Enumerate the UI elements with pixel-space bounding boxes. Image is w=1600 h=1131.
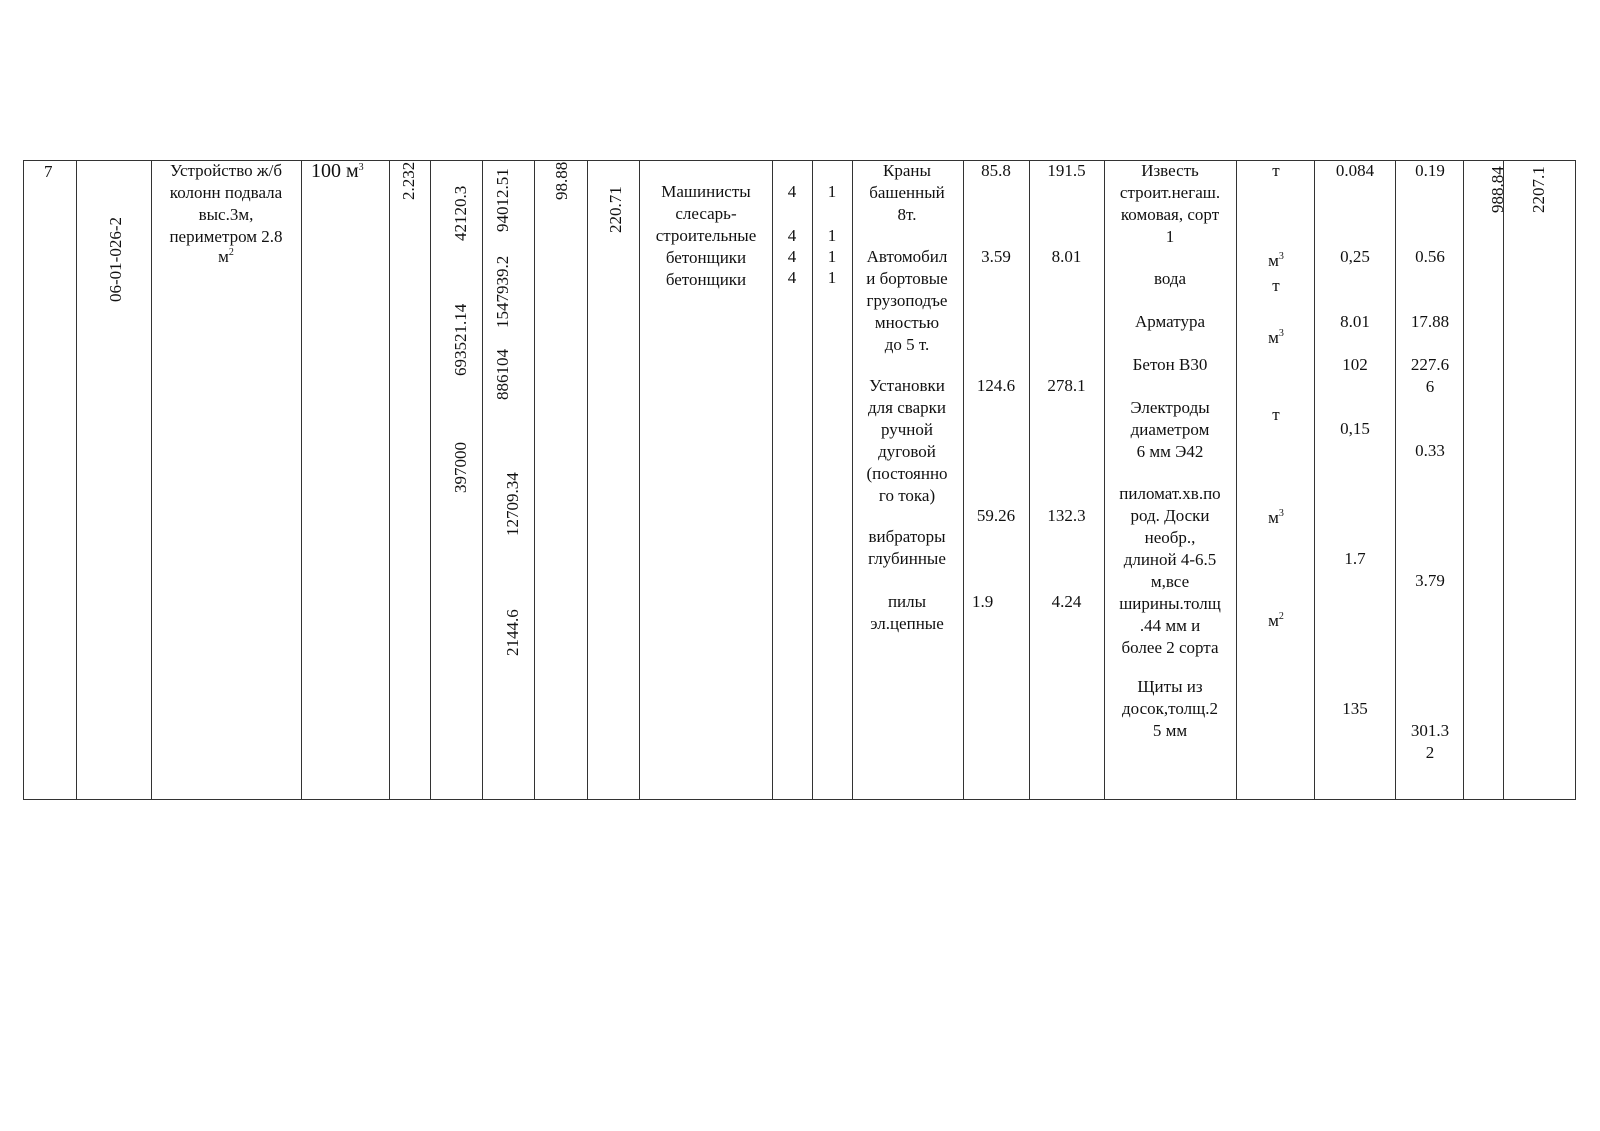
cost-unit-1: 42120.3 [451,185,470,241]
estimate-code: 06-01-026-2 [106,217,125,302]
material-shields [1104,676,1236,742]
norm-total: 0.56 [1415,247,1445,266]
workers [640,181,772,291]
measure-unit: 100 $м^3$ [311,160,364,182]
cost-unit-2: 693521.14 [451,303,470,376]
grade: 4 [787,247,797,266]
column-divider [430,161,431,799]
machine-saws [852,591,962,635]
machine-hours-unit: 1.9 [972,592,994,611]
worker-line: слесарь- [675,204,737,223]
machine-hours-unit: 3.59 [981,247,1011,266]
cost-total-1: 94012.51 [493,168,512,232]
machine-line: до 5 т. [884,335,930,354]
total-2: 2207.1 [1529,166,1548,213]
grade: 4 [787,182,797,201]
material-unit: т [1272,161,1280,180]
machine-line: Краны [883,161,931,180]
machine-line: ручной [880,420,934,439]
machine-line: грузоподъе [866,291,948,310]
worker-count: 1 [827,247,837,266]
machine-line: и бортовые [866,269,948,288]
machine-line: вибраторы [868,527,946,546]
work-name-line: периметром 2.8 [169,227,283,246]
machine-line: глубинные [868,549,946,568]
column-divider [76,161,77,799]
grade: 4 [787,226,797,245]
row-number: 7 [44,162,53,181]
work-name-unit: $м^2$ [218,247,234,266]
material-line: 6 мм Э42 [1136,442,1204,461]
total-1: 988.84 [1488,166,1507,213]
norm-total: 0.33 [1415,441,1445,460]
norm-total: 17.88 [1410,312,1450,331]
material-line: Щиты из [1137,677,1203,696]
machine-line: пилы [887,592,927,611]
machine-line: Автомобил [866,247,948,266]
work-name [152,160,300,266]
norm-per-unit: 102 [1342,355,1368,374]
norm-per-unit: 1.7 [1344,549,1366,568]
norm-total: 2 [1425,743,1435,762]
material-unit: $м^3$ [1268,508,1284,527]
worker-count: 1 [827,226,837,245]
material-concrete: Бетон В30 [1132,355,1208,374]
worker-line: строительные [655,226,757,245]
machine-line: эл.цепные [870,614,944,633]
cost-total-3: 886104 [493,349,512,400]
column-divider [1503,161,1504,799]
machine-line: для сварки [868,398,946,417]
column-divider [389,161,390,799]
material-line: ширины.толщ [1119,594,1221,613]
material-lime [1104,160,1236,248]
norm-per-unit: 0,15 [1340,419,1370,438]
material-line: досок,толщ.2 [1122,699,1218,718]
machine-trucks [852,246,962,356]
material-electrodes [1104,397,1236,463]
norm-total: 301.3 [1410,721,1450,740]
machine-hours-unit: 59.26 [976,506,1016,525]
material-line: м,все [1150,572,1190,591]
cost-unit-3: 397000 [451,442,470,493]
material-line: длиной 4-6.5 [1123,550,1217,569]
norm-total: 227.6 [1410,355,1450,374]
machine-line: дуговой [878,442,936,461]
material-line: комовая, сорт [1120,205,1220,224]
material-unit: т [1272,276,1280,295]
material-line: необр., [1144,528,1196,547]
norm-per-unit: 0.084 [1335,161,1375,180]
column-divider [587,161,588,799]
machine-hours-total: 8.01 [1051,247,1082,266]
work-name-line: колонн подвала [169,183,283,202]
machine-hours-total: 132.3 [1047,506,1086,525]
norm-total: 6 [1425,377,1435,396]
material-line: строит.негаш. [1119,183,1221,202]
worker-count: 1 [827,182,837,201]
material-lumber [1104,483,1236,659]
machine-vibrators [852,526,962,570]
machine-hours-unit: 85.8 [981,161,1011,180]
machine-hours-unit: 124.6 [976,376,1016,395]
grade: 4 [787,268,797,287]
machine-line: мностью [874,313,940,332]
worker-line: бетонщики [665,248,747,267]
work-name-line: выс.3м, [198,205,254,224]
quantity: 2.232 [399,161,418,200]
material-line: 1 [1165,227,1175,246]
work-name-line: Устройство ж/б [169,161,283,180]
material-rebar: Арматура [1134,312,1206,331]
column-divider [301,161,302,799]
material-line: род. Доски [1130,506,1210,525]
worker-line: бетонщики [665,270,747,289]
material-line: 5 мм [1152,721,1188,740]
material-line: диаметром [1130,420,1210,439]
norm-total: 3.79 [1415,571,1445,590]
machine-crane [852,160,962,226]
material-unit: т [1272,405,1280,424]
material-line: Электроды [1130,398,1210,417]
material-line: Известь [1141,161,1199,180]
machine-hours-total: 4.24 [1051,592,1082,611]
machine-line: го тока) [878,486,936,505]
worker-count: 1 [827,268,837,287]
machine-hours-total: 191.5 [1047,161,1086,180]
machine-line: 8т. [897,205,917,224]
norm-per-unit: 0,25 [1340,247,1370,266]
material-unit: $м^3$ [1268,251,1284,270]
labor-total: 220.71 [606,186,625,233]
material-line: пиломат.хв.по [1119,484,1221,503]
machine-hours-total: 278.1 [1047,376,1086,395]
machine-line: Установки [869,376,945,395]
material-line: более 2 сорта [1121,638,1219,657]
column-divider [482,161,483,799]
norm-total: 0.19 [1415,161,1445,180]
machine-line: башенный [869,183,945,202]
material-line: .44 мм и [1139,616,1201,635]
cost-total-5: 2144.6 [503,609,522,656]
material-unit: $м^3$ [1268,328,1284,347]
machine-line: (постоянно [866,464,948,483]
labor-unit: 98.88 [552,161,571,200]
material-unit: $м^2$ [1268,611,1284,630]
machine-welding [852,375,962,507]
norm-per-unit: 8.01 [1340,312,1370,331]
cost-total-2: 1547939.2 [493,255,512,328]
column-divider [534,161,535,799]
material-water: вода [1153,269,1187,288]
norm-per-unit: 135 [1342,699,1368,718]
cost-total-4: 12709.34 [503,472,522,536]
worker-line: Машинисты [661,182,751,201]
